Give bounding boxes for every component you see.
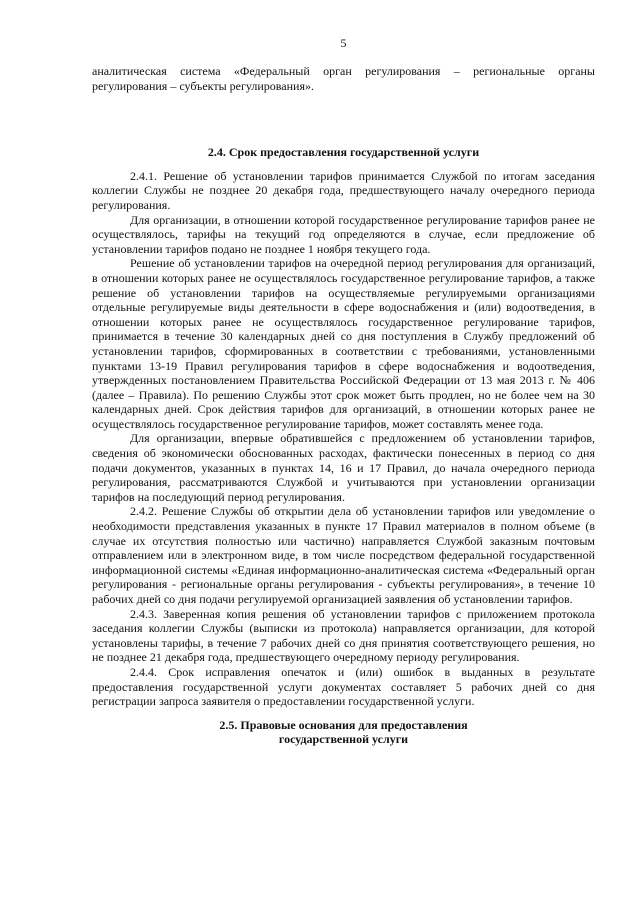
intro-paragraph: аналитическая система «Федеральный орган регулирования – региональные органы регулирования – субъекты регулирования». [92, 64, 595, 93]
paragraph-2-4-1: 2.4.1. Решение об установлении тарифов принимается Службой по итогам заседания коллегии Службы не позднее 20 декабря года, предшествующего началу очередного периода регулирования. [92, 168, 595, 212]
section-2-5-heading [92, 718, 595, 747]
paragraph-2-4-2: 2.4.2. Решение Службы об открытии дела об установлении тарифов или уведомление о необходимости представления указанных в пункте 17 Правил материалов в полном объеме (в случае их отсутствия полностью или частично) направляется Службой заказным почтовым отправлением или в электронном виде, в том числе посредством федеральной государственной информационной системы «Единая информационно-аналитическая система «Федеральный орган регулирования - региональные органы регулирования - субъекты регулирования», в течение 10 рабочих дней со дня подачи регулируемой организацией заявления об установлении тарифов. [92, 504, 595, 606]
section-2-5-heading-line-1: 2.5. Правовые основания для предоставления [219, 717, 468, 732]
paragraph-2-4-4: 2.4.4. Срок исправления опечаток и (или) ошибок в выданных в результате предоставления государственной услуги документах составляет 5 рабочих дней со дня регистрации запроса заявителя о предоставлении государственной услуги. [92, 664, 595, 709]
paragraph-new-organization: Для организации, в отношении которой государственное регулирование тарифов ранее не осуществлялось, тарифы на текущий год определяются в случае, если предложение об установлении тарифов подано не позднее 1 ноября текущего года. [92, 212, 595, 256]
section-2-5-heading-line-2: государственной услуги [278, 732, 409, 747]
page-number: 5 [340, 36, 347, 50]
section-2-4-heading: 2.4. Срок предоставления государственной услуги [207, 145, 480, 160]
paragraph-first-application: Для организации, впервые обратившейся с предложением об установлении тарифов, сведения об экономически обоснованных расходах, фактически понесенных в период со дня подачи документов, указанных в пунктах 14, 16 и 17 Правил, до начала очередного периода регулирования, рассматриваются Службой и учитываются при установлении организации тарифов на последующий период регулирования. [92, 431, 595, 504]
paragraph-decision-period: Решение об установлении тарифов на очередной период регулирования для организаций, в отношении которых ранее не осуществлялось государственное регулирование тарифов, а также решение об установлении тарифов на осуществляемые регулируемыми организациями отдельные регулируемые виды деятельности в сфере водоснабжения и (или) водоотведения, в отношении которых ранее не осуществлялось государственное регулирование тарифов, принимается в течение 30 календарных дней со дня поступления в Службу предложений об установлении тарифов, сформированных в соответствии с требованиями, установленными пунктами 13-19 Правил регулирования тарифов в сфере водоснабжения и водоотведения, утвержденных постановлением Правительства Российской Федерации от 13 мая 2013 г. № 406 (далее – Правила). По решению Службы этот срок может быть продлен, но не более чем на 30 календарных дней. Срок действия тарифов для организаций, в отношении которых ранее не осуществлялось государственное регулирование тарифов, может составлять менее года. [92, 256, 595, 431]
document-page [92, 36, 595, 747]
paragraph-2-4-3: 2.4.3. Заверенная копия решения об установлении тарифов с приложением протокола заседания коллегии Службы (выписки из протокола) направляется организации, для которой установлены тарифы, в течение 7 рабочих дней со дня принятия соответствующего решения, но не позднее 21 декабря года, предшествующего очередному периоду регулирования. [92, 606, 595, 665]
